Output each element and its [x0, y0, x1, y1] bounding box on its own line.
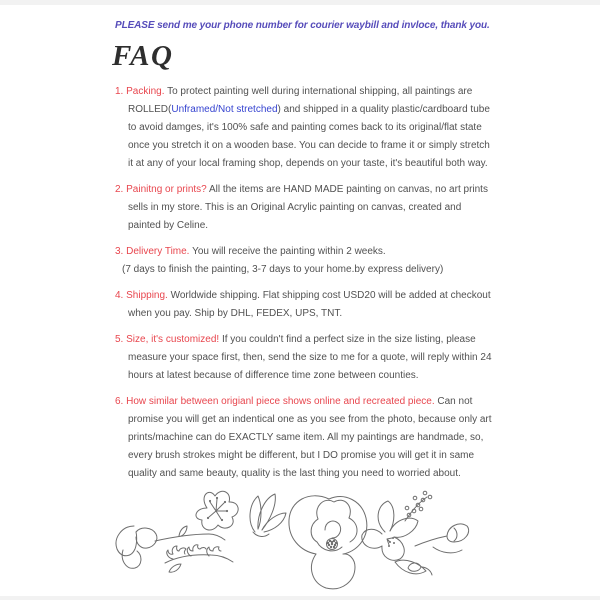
phone-number-notice: PLEASE send me your phone number for courier waybill and invloce, thank you. — [115, 20, 490, 31]
faq-item-size-customized — [115, 331, 495, 385]
page-top-edge — [0, 0, 600, 5]
faq-heading-packing: 1. Packing. — [115, 86, 165, 97]
faq-heading-size-customized: 5. Size, it's customized! — [115, 334, 220, 345]
faq-item-packing — [115, 83, 495, 173]
flower-line-art-icon — [103, 484, 475, 596]
page-title: FAQ — [112, 40, 174, 72]
faq-heading-delivery-time: 3. Delivery Time. — [115, 246, 190, 257]
faq-item-shipping — [115, 287, 495, 323]
faq-body-size-customized: If you couldn't find a perfect size in the size listing, please measure your space first, then, send the size to me for a quote, will reply within 24 hours at latest because of difference time zone between counties. — [128, 334, 492, 381]
faq-body-shipping: Worldwide shipping. Flat shipping cost USD20 will be added at checkout when you pay. Ship by DHL, FEDEX, UPS, TNT. — [128, 290, 491, 319]
faq-body-similarity: Can not promise you will get an indentical one as you see from the photo, because only art prints/machine can do EXACTLY same item. All my paintings are handmade, so, every brush strokes might be different, but I DO promise you will get it in same quality and same beauty, quality is the last thing you need to worried about. — [128, 396, 492, 479]
faq-body-packing-2: ) and shipped in a quality plastic/cardboard tube to avoid damges, it's 100% safe and painting comes back to its original/flat state once you stretch it on a wooden base. You can decide to frame it or simply stretch it at any of your local framing shop, depends on your taste, it's beautiful both way. — [128, 104, 490, 169]
page-bottom-edge — [0, 596, 600, 600]
faq-heading-similarity: 6. How similar between origianl piece shows online and recreated piece. — [115, 396, 435, 407]
faq-body-delivery-time: You will receive the painting within 2 weeks. — [189, 246, 386, 257]
faq-item-painting-or-prints — [115, 181, 495, 235]
faq-heading-shipping: 4. Shipping. — [115, 290, 168, 301]
faq-list — [115, 83, 495, 491]
faq-heading-painting-or-prints: 2. Painitng or prints? — [115, 184, 207, 195]
faq-body-packing-1: To protect painting well during international shipping, all paintings are ROLLED( — [128, 86, 473, 115]
faq-delivery-time-note: (7 days to finish the painting, 3-7 days to your home.by express delivery) — [122, 264, 444, 275]
faq-item-similarity — [115, 393, 495, 483]
faq-body-painting-or-prints: All the items are HAND MADE painting on canvas, no art prints sells in my store. This is an Original Acrylic painting on canvas, created and painted by Celine. — [128, 184, 488, 231]
faq-item-delivery-time — [115, 243, 495, 279]
unframed-highlight-text: Unframed/Not stretched — [171, 104, 278, 115]
